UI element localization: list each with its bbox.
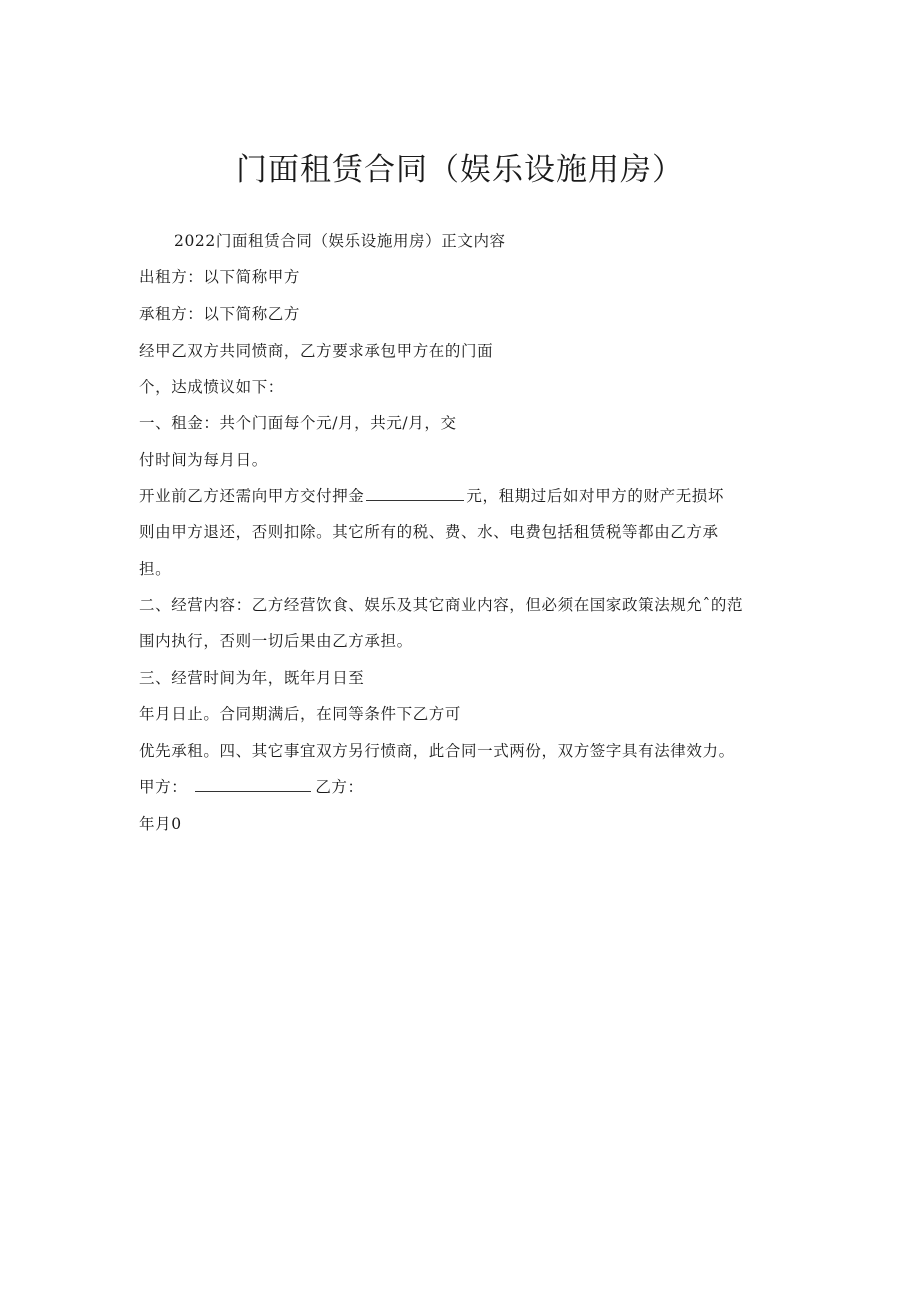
business-line-2: 围内执行，否则一切后果由乙方承担。 [139, 632, 413, 650]
deposit-text-before: 开业前乙方还需向甲方交付押金 [139, 487, 365, 505]
signature-line [139, 776, 364, 798]
term-line-3: 优先承租。四、其它事宜双方另行愤商，此合同一式两份，双方签字具有法律效力。 [139, 742, 735, 760]
rent-line-2: 付时间为每月日。 [139, 451, 268, 469]
party-b-label: 乙方： [315, 778, 364, 796]
deposit-line-1 [139, 485, 724, 507]
intro-line-2: 个，达成愤议如下： [139, 378, 284, 396]
party-a-label: 甲方： [139, 778, 188, 796]
business-line-1: 二、经营内容：乙方经营饮食、娱乐及其它商业内容，但必须在国家政策法规允ˆ的范 [139, 596, 744, 614]
party-a-signature-blank [195, 777, 311, 792]
document-subtitle: 2022门面租赁合同（娱乐设施用房）正文内容 [174, 232, 506, 250]
deposit-line-2: 则由甲方退还，否则扣除。其它所有的税、费、水、电费包括租赁税等都由乙方承 [139, 523, 719, 541]
lessee-line: 承租方：以下简称乙方 [139, 305, 301, 323]
deposit-line-3: 担。 [139, 560, 172, 578]
rent-line-1: 一、租金：共个门面每个元/月，共元/月，交 [139, 414, 457, 432]
deposit-amount-blank [366, 486, 464, 501]
term-line-1: 三、经营时间为年，既年月日至 [139, 669, 365, 687]
date-line: 年月0 [139, 815, 182, 833]
deposit-text-after: 元，租期过后如对甲方的财产无损坏 [466, 487, 725, 505]
document-title: 门面租赁合同（娱乐设施用房） [236, 152, 684, 188]
term-line-2: 年月日止。合同期满后，在同等条件下乙方可 [139, 705, 462, 723]
lessor-line: 出租方：以下简称甲方 [139, 268, 301, 286]
intro-line-1: 经甲乙双方共同愤商，乙方要求承包甲方在的门面 [139, 342, 494, 360]
